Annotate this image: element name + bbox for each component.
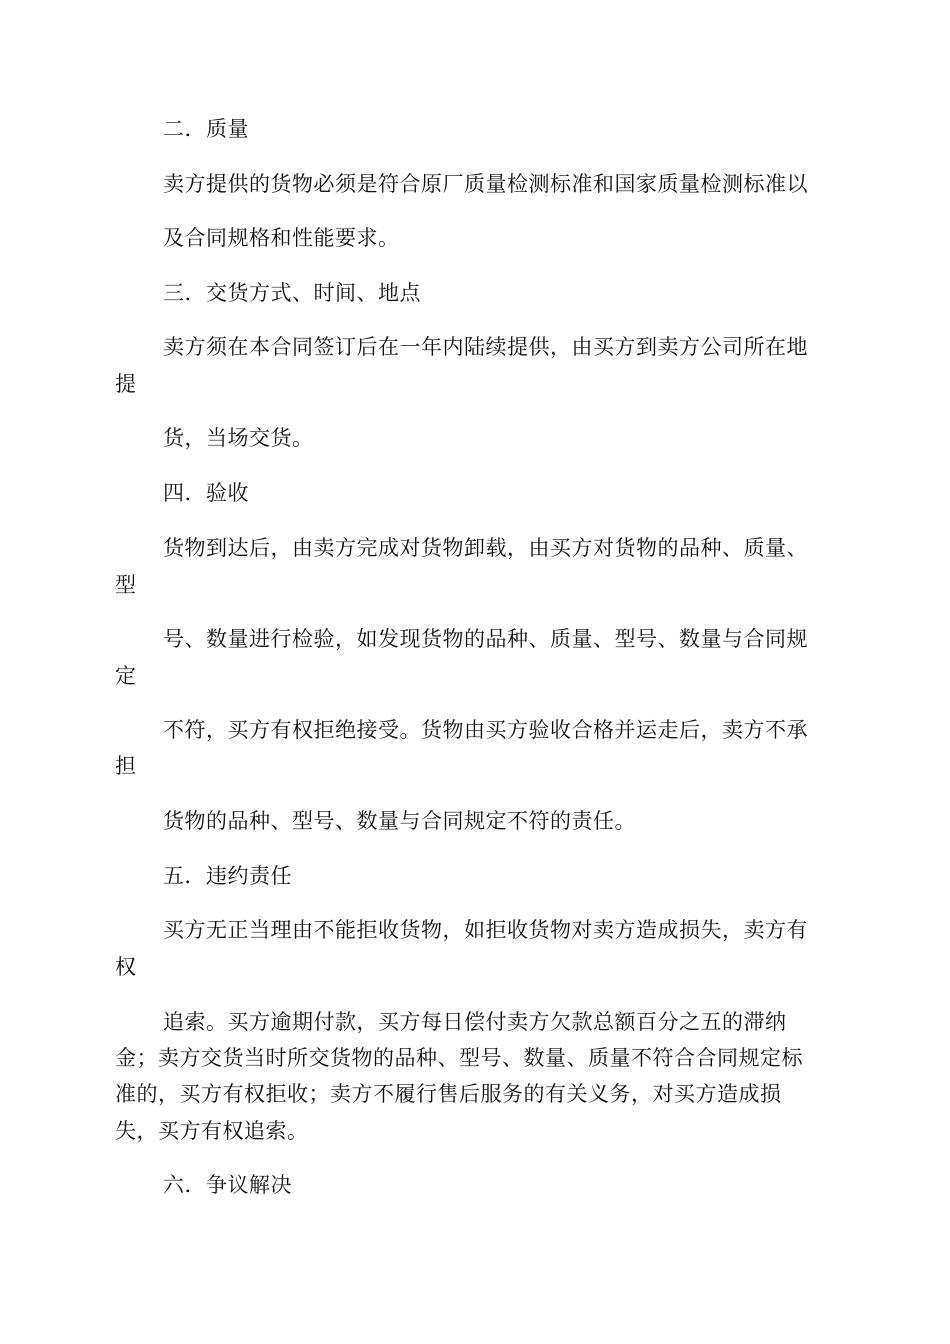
paragraph-line: 追索。买方逾期付款，买方每日偿付卖方欠款总额百分之五的滞纳 [163, 1010, 787, 1034]
section-heading-liability: 五．违约责任 [163, 864, 292, 888]
section-heading-delivery: 三．交货方式、时间、地点 [163, 281, 421, 305]
section-heading-inspection: 四．验收 [163, 481, 249, 505]
paragraph-line: 准的，买方有权拒收；卖方不履行售后服务的有关义务，对买方造成损 [115, 1082, 782, 1106]
paragraph-line: 失，买方有权追索。 [115, 1119, 309, 1143]
paragraph-line: 不符，买方有权拒绝接受。货物由买方验收合格并运走后，卖方不承 [163, 718, 808, 742]
paragraph-line: 及合同规格和性能要求。 [163, 226, 400, 250]
paragraph-line: 货物到达后，由卖方完成对货物卸载，由买方对货物的品种、质量、 [163, 536, 808, 560]
paragraph-line: 卖方须在本合同签订后在一年内陆续提供，由买方到卖方公司所在地 [163, 335, 808, 359]
paragraph-line: 号、数量进行检验，如发现货物的品种、质量、型号、数量与合同规 [163, 627, 808, 651]
paragraph-line: 定 [115, 664, 137, 688]
section-heading-dispute: 六．争议解决 [163, 1173, 292, 1197]
paragraph-line: 货物的品种、型号、数量与合同规定不符的责任。 [163, 809, 636, 833]
paragraph-line: 担 [115, 754, 137, 778]
paragraph-line: 卖方提供的货物必须是符合原厂质量检测标准和国家质量检测标准以 [163, 172, 808, 196]
paragraph-line: 型 [115, 573, 137, 597]
paragraph-line: 提 [115, 372, 137, 396]
paragraph-line: 买方无正当理由不能拒收货物，如拒收货物对卖方造成损失，卖方有 [163, 918, 808, 942]
section-heading-quality: 二．质量 [163, 117, 249, 141]
paragraph-line: 金；卖方交货当时所交货物的品种、型号、数量、质量不符合合同规定标 [115, 1046, 803, 1070]
paragraph-line: 货，当场交货。 [163, 426, 314, 450]
paragraph-line: 权 [115, 955, 137, 979]
